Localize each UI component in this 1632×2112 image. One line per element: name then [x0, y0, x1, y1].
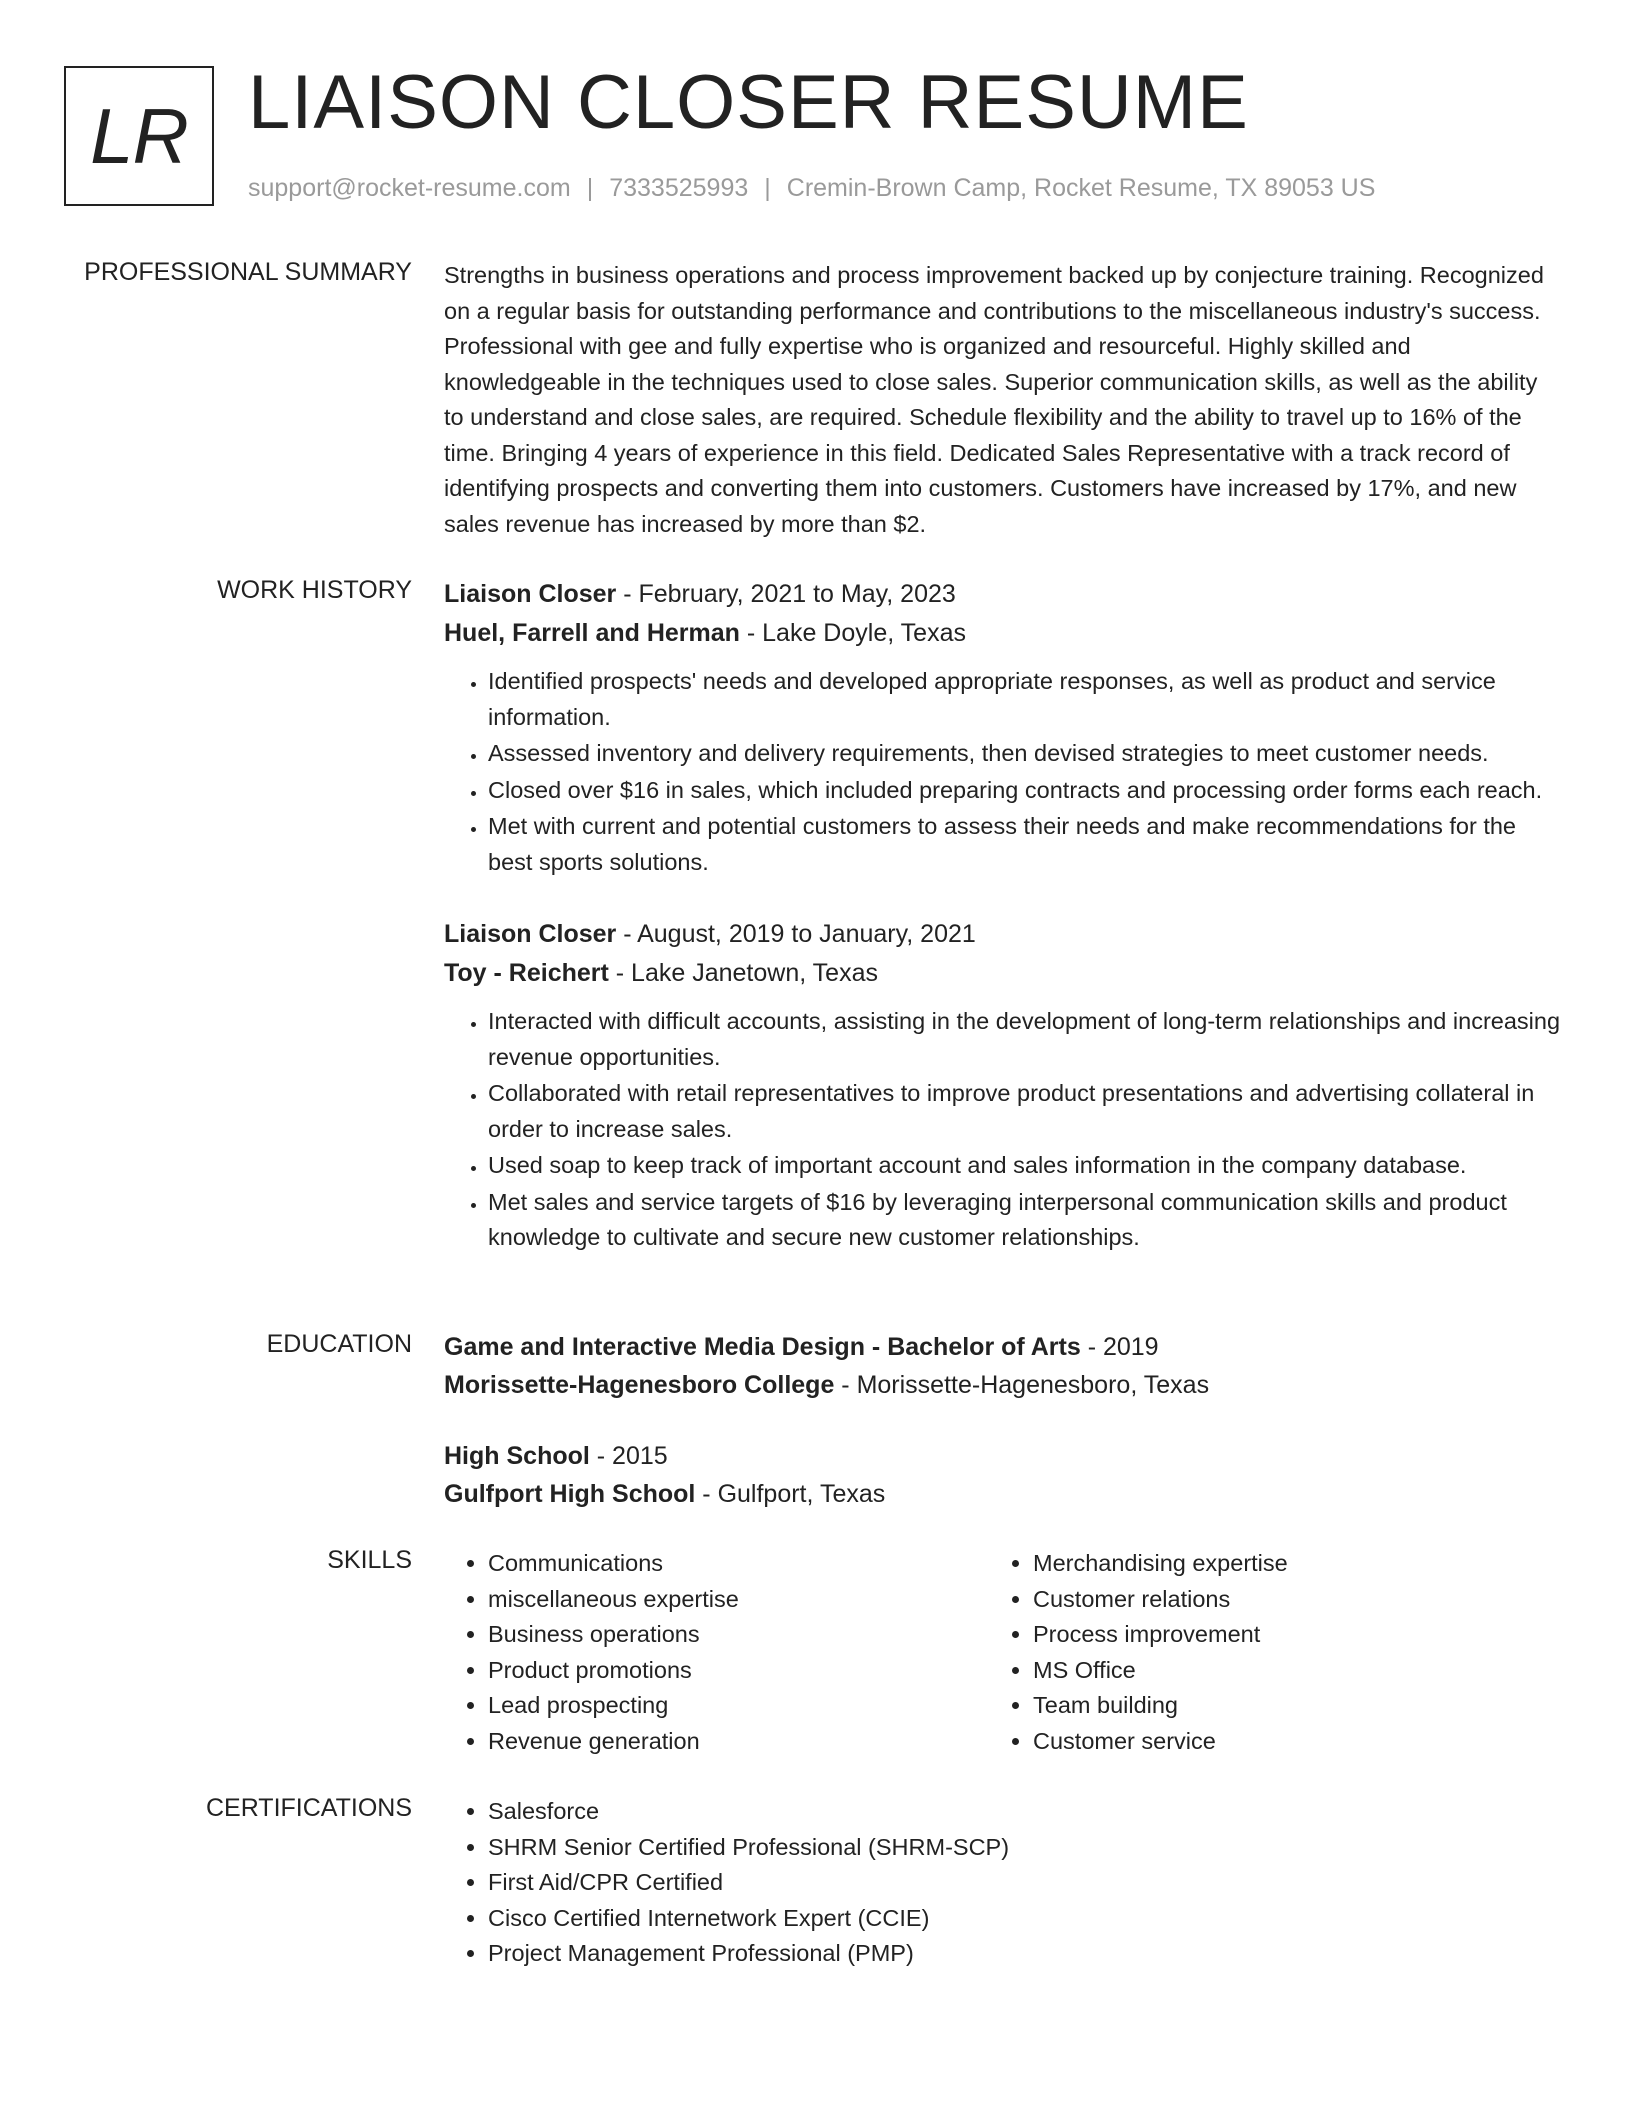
- job-company: Huel, Farrell and Herman: [444, 619, 740, 647]
- certification-item: • First Aid/CPR Certified: [488, 1865, 1562, 1901]
- certifications-heading: CERTIFICATIONS: [205, 1794, 412, 1822]
- work-history-heading: WORK HISTORY: [217, 576, 412, 604]
- job-title-line: [444, 914, 1562, 954]
- education-entry: [444, 1437, 1562, 1513]
- education-heading: EDUCATION: [266, 1330, 412, 1358]
- job-duties-list: [444, 1004, 1562, 1256]
- education-degree: Game and Interactive Media Design - Bachelor of Arts: [444, 1333, 1081, 1361]
- skill-item: • Team building: [1033, 1688, 1534, 1724]
- job-duties-list: [444, 664, 1562, 880]
- contact-address: Cremin-Brown Camp, Rocket Resume, TX 89053 US: [786, 174, 1376, 202]
- skills-list: [444, 1546, 989, 1759]
- job-company-line: [444, 614, 1562, 652]
- skill-item: • Revenue generation: [488, 1724, 989, 1760]
- skill-item: • Communications: [488, 1546, 989, 1582]
- skills-heading: SKILLS: [327, 1546, 412, 1574]
- skills-columns: [444, 1546, 1562, 1759]
- education-school-line: [444, 1475, 1562, 1513]
- certification-item: • Cisco Certified Internetwork Expert (CCIE): [488, 1901, 1562, 1937]
- summary-body: [444, 258, 1562, 542]
- skills-column-left: [444, 1546, 989, 1759]
- education-year: - 2019: [1080, 1333, 1159, 1361]
- certification-item: • SHRM Senior Certified Professional (SHRM-SCP): [488, 1830, 1562, 1866]
- certification-item: • Project Management Professional (PMP): [488, 1936, 1562, 1972]
- contact-separator: |: [764, 174, 771, 202]
- job-company: Toy - Reichert: [444, 959, 609, 987]
- skills-body: [444, 1546, 1562, 1759]
- certification-item: • Salesforce: [488, 1794, 1562, 1830]
- monogram-initials: LR: [64, 66, 214, 206]
- skill-item: • Process improvement: [1033, 1617, 1534, 1653]
- education-body: [444, 1328, 1562, 1513]
- education-location: - Morissette-Hagenesboro, Texas: [834, 1371, 1210, 1399]
- job-duty: • Used soap to keep track of important account and sales information in the company database.: [488, 1148, 1562, 1184]
- education-entry: [444, 1328, 1562, 1404]
- skills-column-right: [989, 1546, 1534, 1759]
- education-school: Gulfport High School: [444, 1480, 696, 1508]
- job-location: - Lake Doyle, Texas: [739, 619, 966, 647]
- job-duty: • Identified prospects' needs and developed appropriate responses, as well as product and service information.: [488, 664, 1562, 735]
- education-location: - Gulfport, Texas: [695, 1480, 886, 1508]
- contact-email: support@rocket-resume.com: [248, 174, 571, 202]
- job-duty: • Collaborated with retail representatives to improve product presentations and advertising collateral in order to increase sales.: [488, 1076, 1562, 1147]
- job-dates: - August, 2019 to January, 2021: [616, 920, 976, 948]
- summary-text: Strengths in business operations and process improvement backed up by conjecture training. Recognized on a regular basis for outstanding performance and contributions to the miscellaneous industry's success. Professional with gee and fully expertise who is organized and resourceful. Highly skilled and knowledgeable in the techniques used to close sales. Superior communication skills, as well as the ability to understand and close sales, are required. Schedule flexibility and the ability to travel up to 16% of the time. Bringing 4 years of experience in this field. Dedicated Sales Representative with a track record of identifying prospects and converting them into customers. Customers have increased by 17%, and new sales revenue has increased by more than $2.: [444, 262, 1544, 537]
- certifications-body: [444, 1794, 1562, 1972]
- skill-item: • Lead prospecting: [488, 1688, 989, 1724]
- education-degree-line: [444, 1328, 1562, 1366]
- contact-separator: |: [586, 174, 594, 202]
- job-title: Liaison Closer: [444, 580, 617, 608]
- skill-item: • Customer service: [1033, 1724, 1534, 1760]
- skill-item: • miscellaneous expertise: [488, 1582, 989, 1618]
- job-entry: [444, 574, 1562, 880]
- contact-phone: 7333525993: [609, 174, 749, 202]
- skill-item: • Product promotions: [488, 1653, 989, 1689]
- job-company-line: [444, 954, 1562, 992]
- skill-item: • MS Office: [1033, 1653, 1534, 1689]
- job-duty: • Interacted with difficult accounts, assisting in the development of long-term relationships and increasing revenue opportunities.: [488, 1004, 1562, 1075]
- education-school: Morissette-Hagenesboro College: [444, 1371, 835, 1399]
- job-location: - Lake Janetown, Texas: [608, 959, 878, 987]
- summary-heading: PROFESSIONAL SUMMARY: [84, 258, 412, 286]
- work-history-body: [444, 574, 1562, 1257]
- education-degree-line: [444, 1437, 1562, 1475]
- job-duty: • Assessed inventory and delivery requirements, then devised strategies to meet customer needs.: [488, 736, 1562, 772]
- contact-line: [248, 174, 1375, 203]
- skills-list: [989, 1546, 1534, 1759]
- education-school-line: [444, 1366, 1562, 1404]
- job-duty: • Met with current and potential customers to assess their needs and make recommendations for the best sports solutions.: [488, 809, 1562, 880]
- job-duty: • Closed over $16 in sales, which included preparing contracts and processing order forms each reach.: [488, 773, 1562, 809]
- certifications-list: [444, 1794, 1562, 1972]
- education-year: - 2015: [589, 1442, 668, 1470]
- education-degree: High School: [444, 1442, 590, 1470]
- job-duty: • Met sales and service targets of $16 by leveraging interpersonal communication skills and product knowledge to cultivate and secure new customer relationships.: [488, 1185, 1562, 1256]
- page-title: LIAISON CLOSER RESUME: [248, 60, 1249, 145]
- job-title-line: [444, 574, 1562, 614]
- job-dates: - February, 2021 to May, 2023: [616, 580, 956, 608]
- job-title: Liaison Closer: [444, 920, 617, 948]
- skill-item: • Business operations: [488, 1617, 989, 1653]
- skill-item: • Merchandising expertise: [1033, 1546, 1534, 1582]
- skill-item: • Customer relations: [1033, 1582, 1534, 1618]
- job-entry: [444, 914, 1562, 1256]
